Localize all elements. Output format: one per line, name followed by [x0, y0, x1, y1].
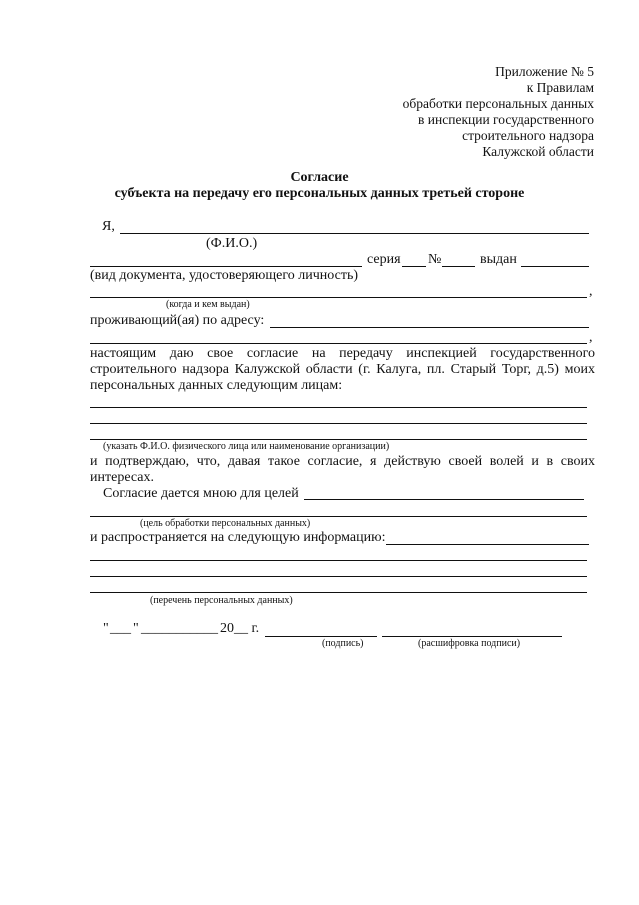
- signature-decoding-field[interactable]: [382, 636, 562, 637]
- issued-by-field[interactable]: [90, 297, 587, 298]
- document-type-field[interactable]: [90, 266, 362, 267]
- date-quote-open: ": [103, 621, 109, 636]
- title-line-1: Согласие: [290, 170, 349, 185]
- appendix-line: Калужской области: [482, 144, 594, 159]
- appendix-line: обработки персональных данных: [402, 96, 594, 111]
- when-hint: (когда и кем выдан): [166, 299, 250, 310]
- appendix-block: [334, 64, 594, 160]
- info-field-3[interactable]: [90, 576, 587, 577]
- signature-field[interactable]: [265, 636, 377, 637]
- date-quote-close: ": [133, 621, 139, 636]
- info-label: и распространяется на следующую информацию:: [90, 530, 386, 545]
- date-day-field[interactable]: ___: [110, 621, 131, 636]
- purpose-field-1[interactable]: [304, 499, 584, 500]
- number-field[interactable]: [442, 266, 475, 267]
- appendix-line: в инспекции государственного: [418, 112, 594, 127]
- ya-label: Я,: [102, 219, 115, 234]
- number-label: №: [428, 252, 442, 267]
- purpose-hint: (цель обработки персональных данных): [140, 518, 311, 529]
- consent-line-2: строительного надзора Калужской области (г. Калуга, пл. Старый Торг, д.5) моих: [90, 362, 595, 377]
- fio-field[interactable]: [120, 233, 589, 234]
- address-field-2[interactable]: [90, 343, 587, 344]
- info-field-1[interactable]: [386, 544, 589, 545]
- fio-hint: (Ф.И.О.): [206, 236, 258, 251]
- appendix-line: к Правилам: [526, 80, 594, 95]
- title-line-2: субъекта на передачу его персональных данных третьей стороне: [114, 186, 525, 201]
- recipients-field-3[interactable]: [90, 439, 587, 440]
- address-field-1[interactable]: [270, 327, 589, 328]
- confirm-line-2: интересах.: [90, 470, 154, 485]
- info-field-4[interactable]: [90, 592, 587, 593]
- consent-line-1: настоящим даю свое согласие на передачу инспекцией государственного: [90, 346, 595, 361]
- recipients-field-1[interactable]: [90, 407, 587, 408]
- vydan-label: выдан: [480, 252, 517, 267]
- decoding-hint: (расшифровка подписи): [418, 638, 521, 649]
- persons-hint: (указать Ф.И.О. физического лица или наименование организации): [103, 441, 390, 452]
- issued-by-comma: ,: [589, 284, 593, 299]
- date-year: 20__ г.: [220, 621, 260, 636]
- date-month-field[interactable]: ___________: [141, 621, 218, 636]
- purpose-label: Согласие дается мною для целей: [103, 486, 299, 501]
- purpose-field-2[interactable]: [90, 516, 587, 517]
- info-hint: (перечень персональных данных): [150, 595, 293, 606]
- seria-label: серия: [367, 252, 401, 267]
- appendix-line: Приложение № 5: [495, 64, 594, 79]
- recipients-field-2[interactable]: [90, 423, 587, 424]
- document-hint: (вид документа, удостоверяющего личность): [90, 268, 359, 283]
- seria-field[interactable]: [402, 266, 426, 267]
- confirm-line-1: и подтверждаю, что, давая такое согласие, я действую своей волей и в своих: [90, 454, 595, 469]
- address-label: проживающий(ая) по адресу:: [90, 313, 265, 328]
- appendix-line: строительного надзора: [462, 128, 594, 143]
- consent-line-3: персональных данных следующим лицам:: [90, 378, 343, 393]
- vydan-field[interactable]: [521, 266, 589, 267]
- info-field-2[interactable]: [90, 560, 587, 561]
- signature-hint: (подпись): [322, 638, 364, 649]
- address-comma: ,: [589, 330, 593, 345]
